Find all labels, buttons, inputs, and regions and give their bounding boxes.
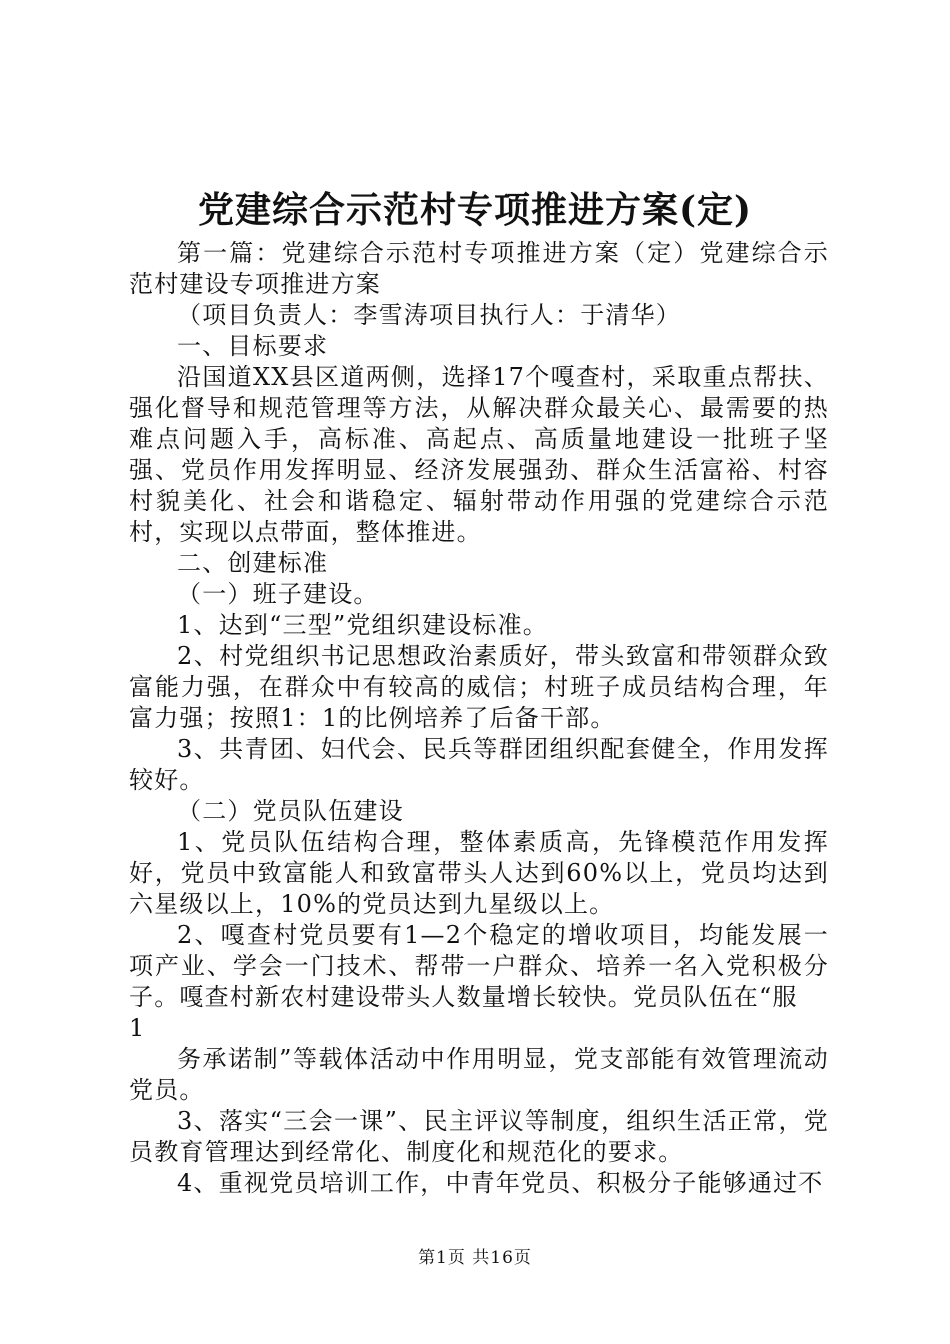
section-heading: 一、目标要求 (177, 332, 329, 360)
paragraph: 2、嘎查村党员要有1—2个稳定的增收项目，均能发展一项产业、学会一门技术、帮带一户群众、培养一名入党积极分子。嘎查村新农村建设带头人数量增长较快。党员队伍在“服 (129, 921, 829, 1011)
subsection-heading: （二）党员队伍建设 (177, 797, 404, 825)
subsection-heading: （一）班子建设。 (177, 580, 379, 608)
document-title: 党建综合示范村专项推进方案(定) (197, 189, 753, 231)
paragraph: 沿国道XX县区道两侧，选择17个嘎查村，采取重点帮扶、强化督导和规范管理等方法，从解决群众最关心、最需要的热难点问题入手，高标准、高起点、高质量地建设一批班子坚强、党员作用发挥明显、经济发展强劲、群众生活富裕、村容村貌美化、社会和谐稳定、辐射带动作用强的党建综合示范村，实现以点带面，整体推进。 (129, 363, 829, 546)
page-footer: 第1页 共16页 (418, 1248, 532, 1268)
paragraph: 务承诺制”等载体活动中作用明显，党支部能有效管理流动党员。 (129, 1045, 829, 1104)
paragraph: 1、党员队伍结构合理，整体素质高，先锋模范作用发挥好，党员中致富能人和致富带头人达到60%以上，党员均达到六星级以上，10%的党员达到九星级以上。 (129, 828, 829, 918)
document-body (129, 238, 829, 1199)
paragraph: 4、重视党员培训工作，中青年党员、积极分子能够通过不 (177, 1169, 824, 1197)
paragraph: 第一篇：党建综合示范村专项推进方案（定）党建综合示范村建设专项推进方案 (129, 239, 829, 298)
inline-page-number: 1 (129, 1014, 146, 1042)
paragraph: （项目负责人：李雪涛项目执行人：于清华） (177, 301, 681, 329)
section-heading: 二、创建标准 (177, 549, 329, 577)
paragraph: 3、落实“三会一课”、民主评议等制度，组织生活正常，党员教育管理达到经常化、制度化和规范化的要求。 (129, 1107, 829, 1166)
paragraph: 2、村党组织书记思想政治素质好，带头致富和带领群众致富能力强，在群众中有较高的威信；村班子成员结构合理，年富力强；按照1：1的比例培养了后备干部。 (129, 642, 829, 732)
paragraph: 3、共青团、妇代会、民兵等群团组织配套健全，作用发挥较好。 (129, 735, 829, 794)
paragraph: 1、达到“三型”党组织建设标准。 (177, 611, 549, 639)
